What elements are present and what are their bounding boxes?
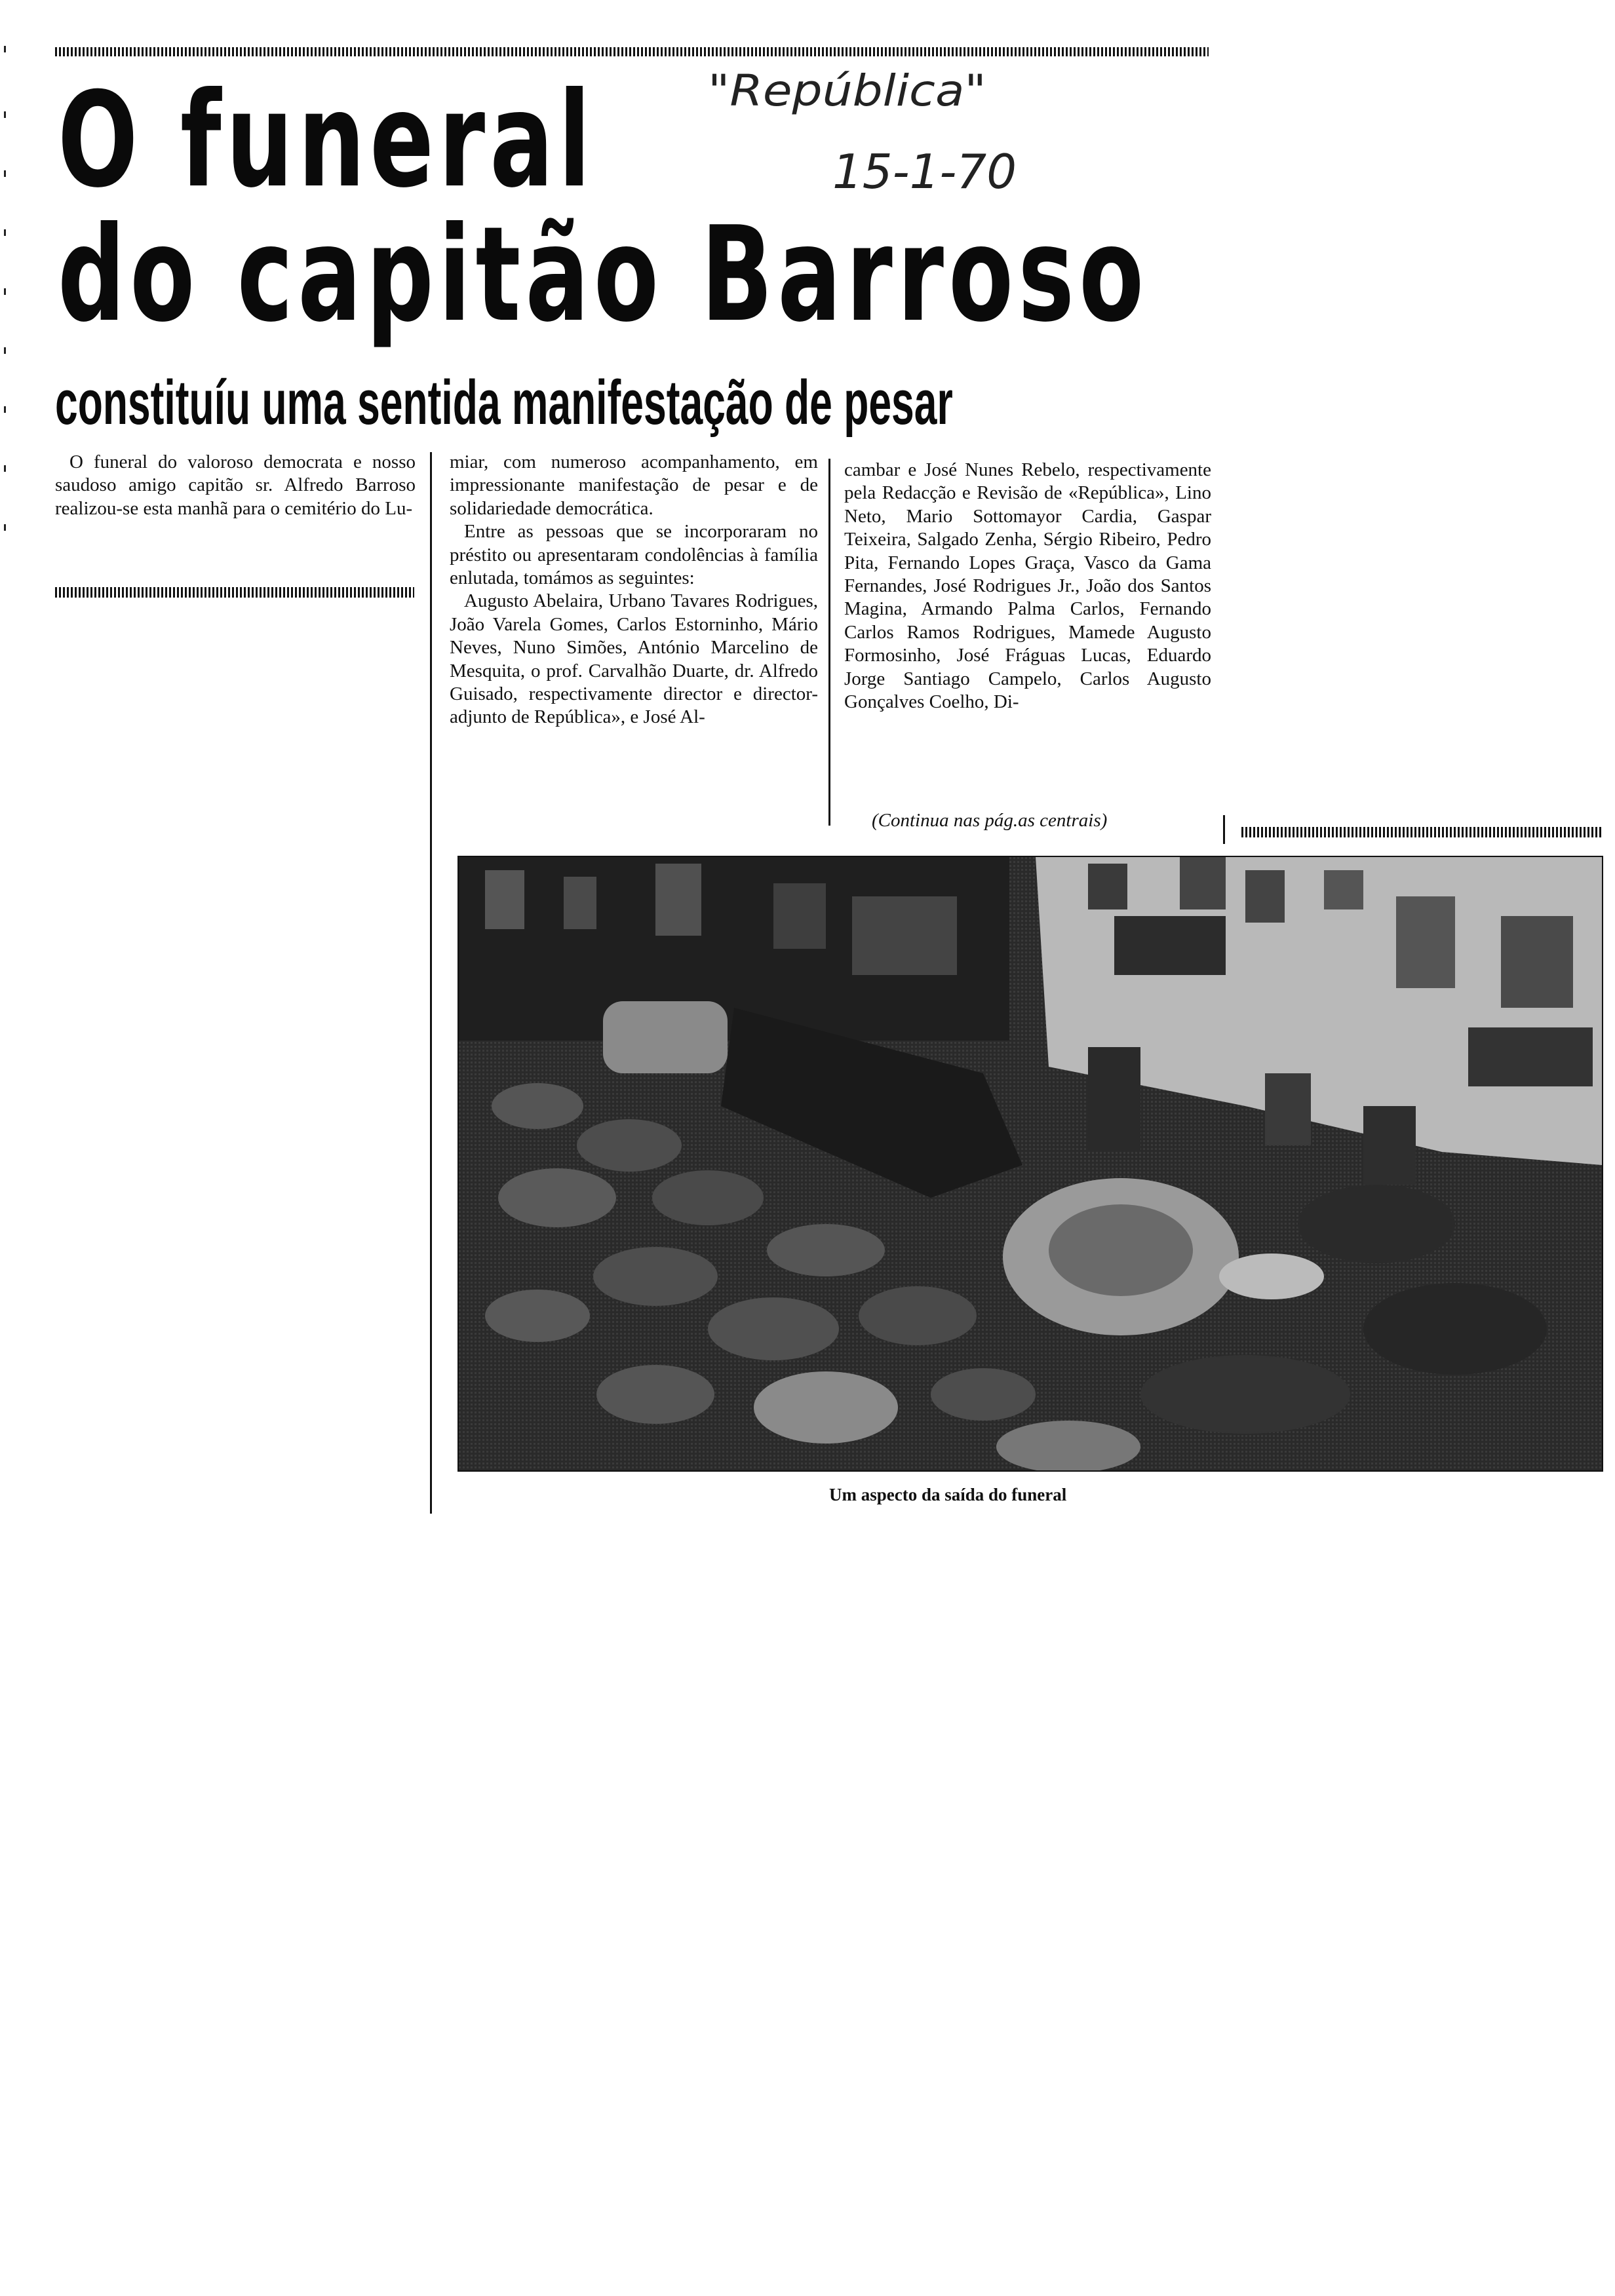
binding-marks xyxy=(4,39,8,577)
article-column-2 xyxy=(450,451,818,729)
photo-top-tick xyxy=(1223,815,1225,844)
funeral-photo-image xyxy=(459,857,1602,1470)
column-1-paragraph: O funeral do valoroso democrata e nosso saudoso amigo capitão sr. Alfredo Barroso realizou-se esta manhã para o cemitério do Lu- xyxy=(55,451,416,519)
handwritten-date-note: 15-1-70 xyxy=(832,144,1017,199)
article-column-1 xyxy=(55,451,416,520)
column-divider-2 xyxy=(828,459,830,826)
column-2-paragraph-3: Augusto Abelaira, Urbano Tavares Rodrigues, João Varela Gomes, Carlos Estorninho, Mário Neves, Nuno Simões, António Marcelino de Mesquita, o prof. Carvalhão Duarte, dr. Alfredo Guisado, respectivamente director e director-adjunto de República», e José Al- xyxy=(450,590,818,728)
article-column-3 xyxy=(844,459,1211,714)
funeral-photo xyxy=(457,856,1603,1472)
headline-line-1: O funeral xyxy=(58,64,596,217)
handwritten-source-note: "República" xyxy=(708,66,986,116)
photo-top-rule xyxy=(1241,827,1602,837)
column-3-paragraph: cambar e José Nunes Rebelo, respectivamente pela Redacção e Revisão de «República», Lino Neto, Mario Sottomayor Cardia, Gaspar Teixeira, Salgado Zenha, Sérgio Ribeiro, Pedro Pita, Fernando Lopes Graça, Vasco da Gama Fernandes, José Rodrigues Jr., João dos Santos Magina, Armando Palma Carlos, Fernando Carlos Ramos Rodrigues, Mamede Augusto Formosinho, José Fráguas Lucas, Eduardo Jorge Santiago Campelo, Carlos Augusto Gonçalves Coelho, Di- xyxy=(844,459,1211,713)
column-divider-1 xyxy=(430,452,432,1514)
continuation-note: (Continua nas pág.as centrais) xyxy=(872,810,1108,831)
subheadline: constituíu uma sentida manifestação de pesar xyxy=(55,368,953,438)
top-rule xyxy=(55,47,1209,56)
column-2-paragraph-1: miar, com numeroso acompanhamento, em impressionante manifestação de pesar e de solidariedade democrática. xyxy=(450,451,818,519)
headline-line-2: do capitão Barroso xyxy=(58,199,1149,351)
column-2-paragraph-2: Entre as pessoas que se incorporaram no préstito ou apresentaram condolências à família enlutada, tomámos as seguintes: xyxy=(450,521,818,589)
column-1-end-rule xyxy=(55,587,414,598)
photo-caption: Um aspecto da saída do funeral xyxy=(829,1485,1067,1504)
